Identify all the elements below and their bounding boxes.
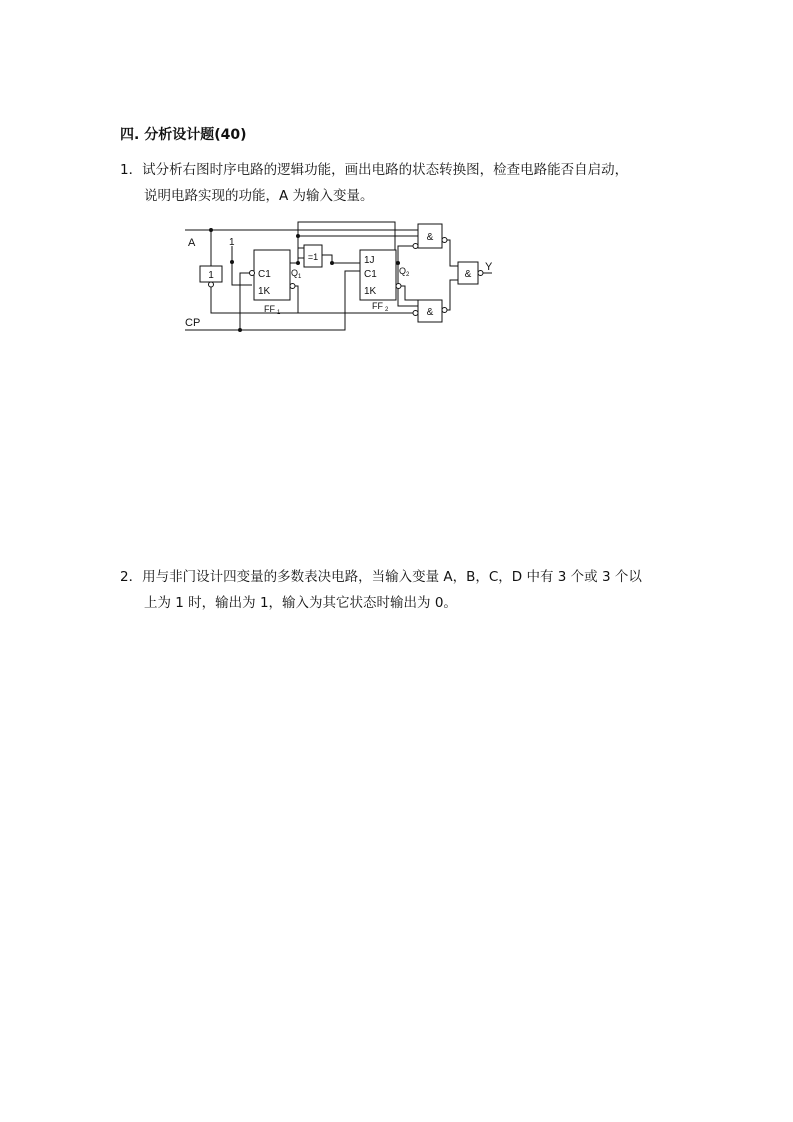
question-1-line-1: 试分析右图时序电路的逻辑功能，画出电路的状态转换图，检查电路能否自启动， [142,162,629,178]
svg-text:1: 1 [298,274,302,280]
svg-text:C1: C1 [258,269,271,280]
svg-text:C1: C1 [364,269,377,280]
question-2-line-2: 上为 1 时，输出为 1，输入为其它状态时输出为 0。 [144,595,457,611]
svg-text:&: & [426,307,434,318]
svg-text:2: 2 [385,307,389,313]
svg-text:Q: Q [291,268,299,278]
wire-const-one [232,246,252,285]
xor-gate [304,245,322,267]
question-2-line-1: 用与非门设计四变量的多数表决电路，当输入变量 A，B，C，D 中有 3 个或 3 个以 [142,569,642,585]
svg-text:=1: =1 [307,252,319,262]
svg-text:1K: 1K [364,286,377,297]
sequential-circuit-diagram [180,218,510,338]
const-one-label: 1 [229,237,235,248]
svg-text:&: & [464,269,472,280]
section-heading: 四. 分析设计题(40) [120,127,247,143]
svg-text:Q: Q [399,266,407,276]
question-1-number: 1． [120,162,143,178]
wire-xor-to-ff2 [322,255,360,263]
svg-text:&: & [426,232,434,243]
and-gate-top [413,224,447,249]
wire-cp-to-ff1 [240,273,252,330]
input-a-label: A [188,237,196,249]
question-2 [120,564,680,616]
question-1-line-2: 说明电路实现的功能，A 为输入变量。 [144,188,374,204]
svg-text:1J: 1J [364,255,375,266]
and-gate-bottom [413,300,447,322]
input-cp-label: CP [185,317,201,329]
svg-text:1: 1 [208,270,214,281]
flip-flop-ff2 [360,250,410,313]
inverter-gate [200,266,222,287]
question-2-number: 2． [120,569,143,585]
svg-text:1: 1 [277,310,281,316]
svg-text:1K: 1K [258,286,271,297]
svg-text:2: 2 [406,272,410,278]
nand-output-gate [458,262,483,284]
question-1 [120,157,680,209]
svg-text:FF: FF [264,304,275,314]
flip-flop-ff1 [250,250,303,316]
output-y-label: Y [485,261,493,273]
svg-text:FF: FF [372,301,383,311]
